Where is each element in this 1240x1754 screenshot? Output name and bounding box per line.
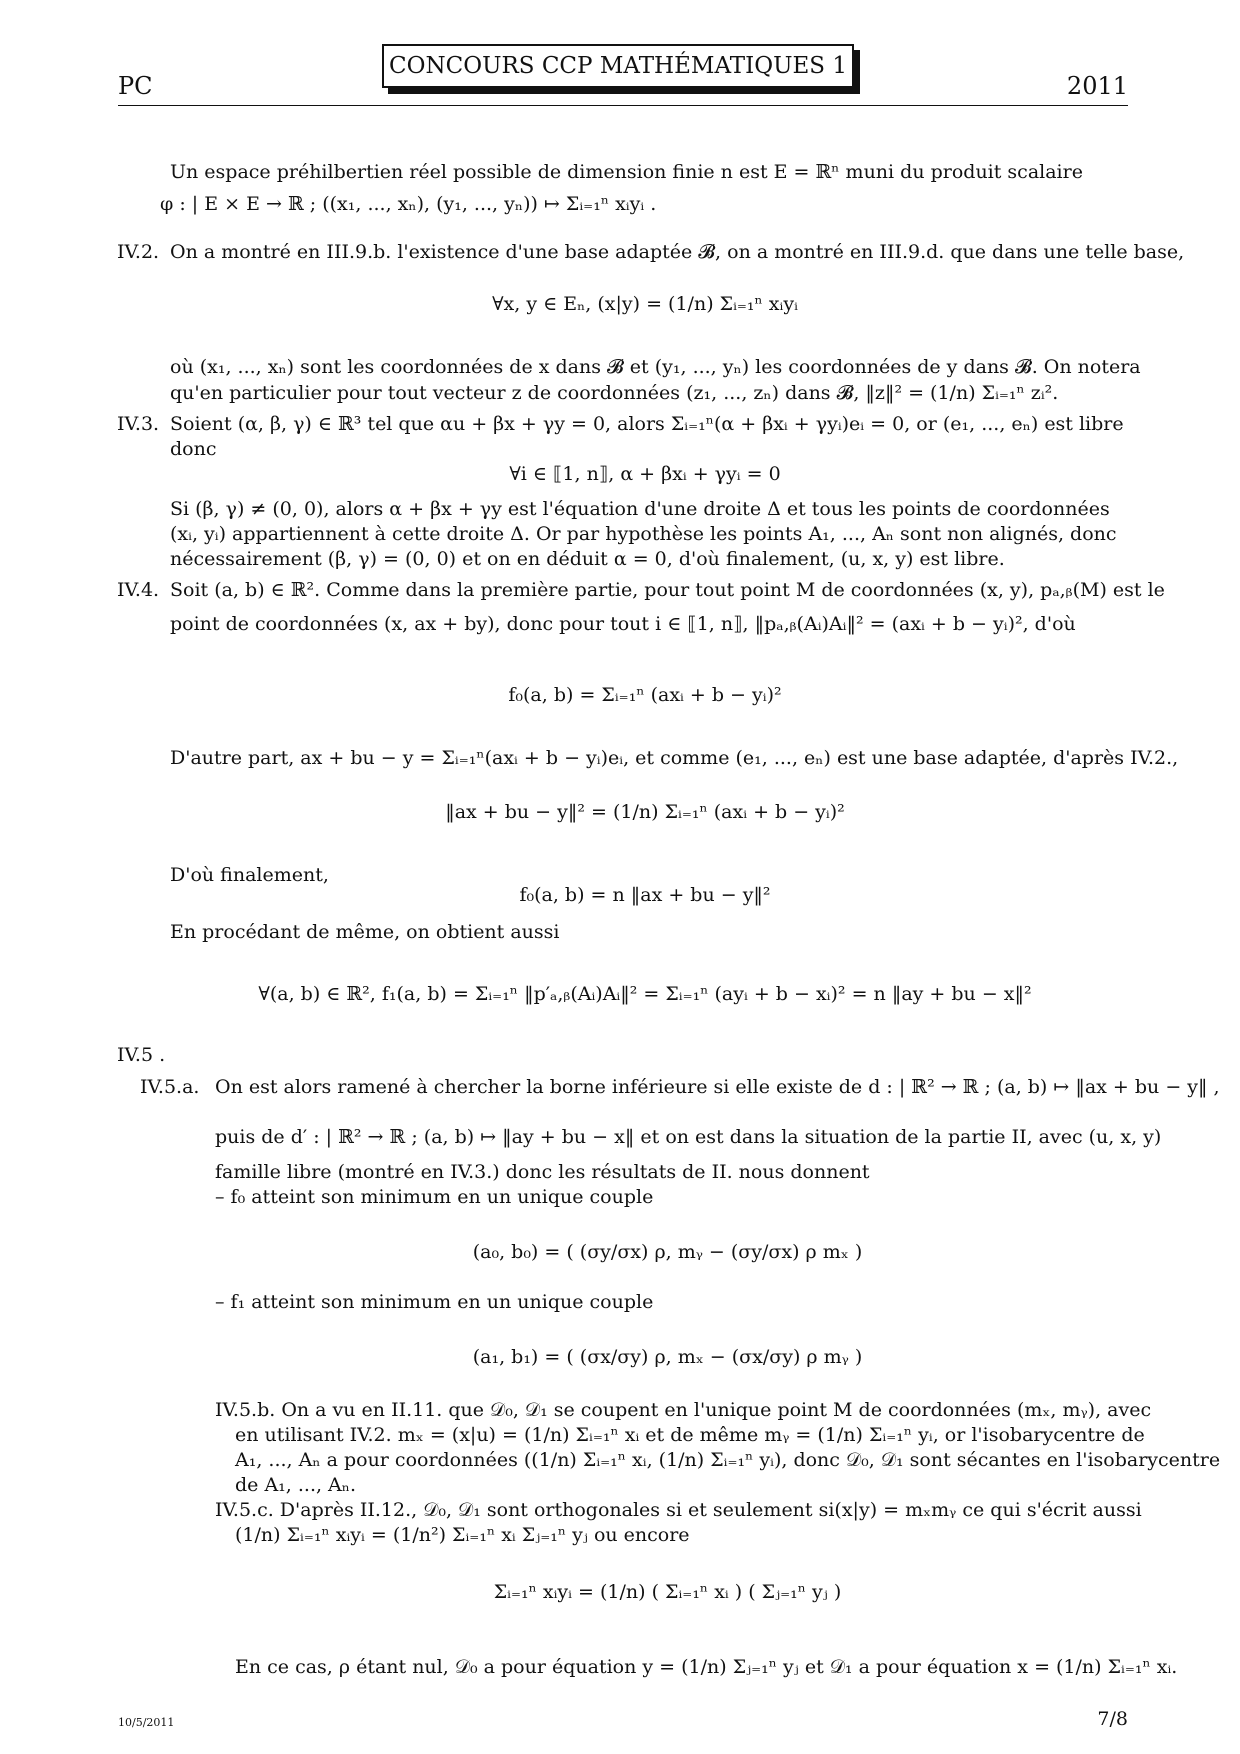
iv3-after-2: (xᵢ, yᵢ) appartiennent à cette droite Δ. Or par hypothèse les points A₁, ..., Aₙ sont non alignés, donc [170,523,1117,545]
footer-page-number: 7/8 [1097,1708,1128,1730]
iv5-label: IV.5 . [117,1044,166,1066]
iv4-equation-3: f₀(a, b) = n ‖ax + bu − y‖² [519,884,771,906]
iv2-after-1: où (x₁, ..., xₙ) sont les coordonnées de x dans 𝓑 et (y₁, ..., yₙ) les coordonnées de y dans 𝓑. On notera [170,356,1141,378]
iv5c-equation: Σᵢ₌₁ⁿ xᵢyᵢ = (1/n) ( Σᵢ₌₁ⁿ xᵢ ) ( Σⱼ₌₁ⁿ yⱼ ) [493,1581,842,1603]
iv5c-line-2: (1/n) Σᵢ₌₁ⁿ xᵢyᵢ = (1/n²) Σᵢ₌₁ⁿ xᵢ Σⱼ₌₁ⁿ yⱼ ou encore [235,1524,690,1546]
iv5c-line-3: En ce cas, ρ étant nul, 𝒟₀ a pour équation y = (1/n) Σⱼ₌₁ⁿ yⱼ et 𝒟₁ a pour équation x = (1/n) Σᵢ₌₁ⁿ xᵢ. [235,1656,1178,1678]
iv4-equation-2: ‖ax + bu − y‖² = (1/n) Σᵢ₌₁ⁿ (axᵢ + b − yᵢ)² [445,801,845,823]
iv4-text-4: D'où finalement, [170,864,329,886]
iv3-text-1: Soient (α, β, γ) ∈ ℝ³ tel que αu + βx + γy = 0, alors Σᵢ₌₁ⁿ(α + βxᵢ + γyᵢ)eᵢ = 0, or (e₁, ..., eₙ) est libre [170,413,1124,435]
iv4-text-1: Soit (a, b) ∈ ℝ². Comme dans la première partie, pour tout point M de coordonnées (x, y), pₐ,ᵦ(M) est le [170,579,1165,601]
iv5b-line-1: IV.5.b. On a vu en II.11. que 𝒟₀, 𝒟₁ se coupent en l'unique point M de coordonnées (mₓ, mᵧ), avec [215,1399,1152,1421]
header-title-box [382,44,854,88]
iv5a-label: IV.5.a. [140,1076,200,1098]
iv5b-line-2: en utilisant IV.2. mₓ = (x|u) = (1/n) Σᵢ₌₁ⁿ xᵢ et de même mᵧ = (1/n) Σᵢ₌₁ⁿ yᵢ, or l'isobarycentre de [235,1424,1145,1446]
iv5a-equation-1: (a₀, b₀) = ( (σy/σx) ρ, mᵧ − (σy/σx) ρ mₓ ) [472,1241,863,1263]
iv5a-text-1: On est alors ramené à chercher la borne inférieure si elle existe de d : | ℝ² → ℝ ; (a, b) ↦ ‖ax + bu − y‖ , [215,1076,1220,1098]
iv4-text-3: D'autre part, ax + bu − y = Σᵢ₌₁ⁿ(axᵢ + b − yᵢ)eᵢ, et comme (e₁, ..., eₙ) est une base adaptée, d'après IV.2., [170,747,1179,769]
intro-text: Un espace préhilbertien réel possible de dimension finie n est E = ℝⁿ muni du produit scalaire [170,161,1083,183]
iv5a-text-3: famille libre (montré en IV.3.) donc les résultats de II. nous donnent [215,1161,870,1183]
header-rule [118,105,1128,106]
header-right: 2011 [1066,72,1128,100]
iv4-label: IV.4. [117,579,160,601]
header-title: CONCOURS CCP MATHÉMATIQUES 1 [389,53,847,79]
iv3-text-2: donc [170,438,217,460]
iv5a-text-2: puis de d′ : | ℝ² → ℝ ; (a, b) ↦ ‖ay + bu − x‖ et on est dans la situation de la partie II, avec (u, x, y) [215,1126,1162,1148]
iv4-text-5: En procédant de même, on obtient aussi [170,921,560,943]
header-left: PC [118,72,153,100]
iv3-after-1: Si (β, γ) ≠ (0, 0), alors α + βx + γy est l'équation d'une droite Δ et tous les points de coordonnées [170,498,1110,520]
iv2-equation: ∀x, y ∈ Eₙ, (x|y) = (1/n) Σᵢ₌₁ⁿ xᵢyᵢ [492,293,798,315]
iv3-equation: ∀i ∈ ⟦1, n⟧, α + βxᵢ + γyᵢ = 0 [509,463,781,485]
iv5a-bullet-2: – f₁ atteint son minimum en un unique couple [215,1291,654,1313]
iv3-after-3: nécessairement (β, γ) = (0, 0) et on en déduit α = 0, d'où finalement, (u, x, y) est libre. [170,548,1005,570]
iv4-equation-4: ∀(a, b) ∈ ℝ², f₁(a, b) = Σᵢ₌₁ⁿ ‖p′ₐ,ᵦ(Aᵢ)Aᵢ‖² = Σᵢ₌₁ⁿ (ayᵢ + b − xᵢ)² = n ‖ay + bu − x‖² [258,983,1032,1005]
iv4-equation-1: f₀(a, b) = Σᵢ₌₁ⁿ (axᵢ + b − yᵢ)² [508,684,782,706]
iv3-label: IV.3. [117,413,160,435]
iv5c-line-1: IV.5.c. D'après II.12., 𝒟₀, 𝒟₁ sont orthogonales si et seulement si(x|y) = mₓmᵧ ce qui s'écrit aussi [215,1499,1142,1521]
iv5a-bullet-1: – f₀ atteint son minimum en un unique couple [215,1186,654,1208]
iv5a-equation-2: (a₁, b₁) = ( (σx/σy) ρ, mₓ − (σx/σy) ρ mᵧ ) [472,1346,863,1368]
iv5b-line-3: A₁, ..., Aₙ a pour coordonnées ((1/n) Σᵢ₌₁ⁿ xᵢ, (1/n) Σᵢ₌₁ⁿ yᵢ), donc 𝒟₀, 𝒟₁ sont sécantes en l'isobarycentre [235,1449,1221,1471]
iv2-text: On a montré en III.9.b. l'existence d'une base adaptée 𝓑, on a montré en III.9.d. que dans une telle base, [170,241,1185,263]
iv2-label: IV.2. [117,241,160,263]
iv2-after-2: qu'en particulier pour tout vecteur z de coordonnées (z₁, ..., zₙ) dans 𝓑, ‖z‖² = (1/n) Σᵢ₌₁ⁿ zᵢ². [170,382,1059,404]
iv5b-line-4: de A₁, ..., Aₙ. [235,1474,357,1496]
intro-map: φ : | E × E → ℝ ; ((x₁, ..., xₙ), (y₁, ..., yₙ)) ↦ Σᵢ₌₁ⁿ xᵢyᵢ . [160,193,657,215]
footer-date: 10/5/2011 [118,1716,175,1729]
iv4-text-2: point de coordonnées (x, ax + by), donc pour tout i ∈ ⟦1, n⟧, ‖pₐ,ᵦ(Aᵢ)Aᵢ‖² = (axᵢ + b − yᵢ)², d'où [170,613,1076,635]
